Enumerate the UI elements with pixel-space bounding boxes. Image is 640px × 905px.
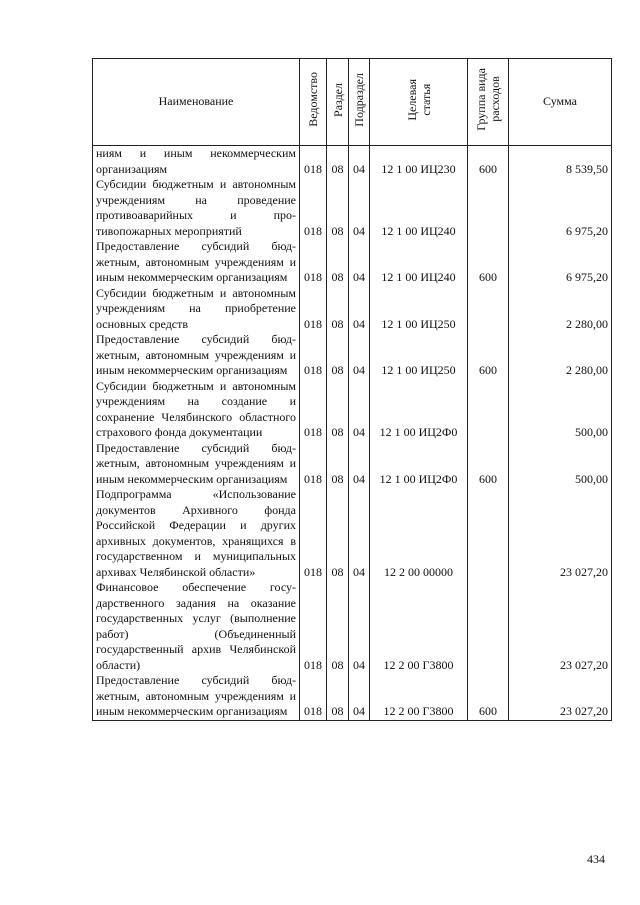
row-celevaya-statya: 12 1 00 ИЦ250 xyxy=(370,332,468,379)
row-celevaya-statya: 12 1 00 ИЦ240 xyxy=(370,177,468,239)
row-podrazdel: 04 xyxy=(349,332,370,379)
row-vedomstvo: 018 xyxy=(300,177,327,239)
row-razdel: 08 xyxy=(327,379,349,441)
row-razdel: 08 xyxy=(327,673,349,720)
row-celevaya-statya: 12 1 00 ИЦ2Ф0 xyxy=(370,441,468,488)
row-podrazdel: 04 xyxy=(349,239,370,286)
row-gruppa: 600 xyxy=(468,239,509,286)
row-name: Финансовое обеспечение государственного задания на оказание государственных услуг (выполнение работ) (Объединенный государственный архив Челябинской области) xyxy=(93,580,300,673)
row-name: Подпрограмма «Использование документов Архивного фонда Российской Федерации и других архивных документов, хранящихся в государственном и муниципальных архивах Челябинской области» xyxy=(93,487,300,580)
row-celevaya-statya: 12 1 00 ИЦ230 xyxy=(370,146,468,178)
table-row xyxy=(93,580,612,673)
row-razdel: 08 xyxy=(327,286,349,333)
row-podrazdel: 04 xyxy=(349,286,370,333)
row-podrazdel: 04 xyxy=(349,379,370,441)
row-gruppa: 600 xyxy=(468,332,509,379)
header-vedomstvo: Ведомство xyxy=(300,59,327,146)
header-row xyxy=(93,59,612,146)
row-name: Субсидии бюджетным и автономным учреждениям на приобретение основных средств xyxy=(93,286,300,333)
budget-table xyxy=(92,58,612,721)
row-summa: 23 027,20 xyxy=(509,487,612,580)
row-name: ниям и иным некоммерческим организациям xyxy=(93,146,300,178)
row-name: Субсидии бюджетным и автономным учреждениям на проведение противоаварийных и противопожарных мероприятий xyxy=(93,177,300,239)
row-summa: 6 975,20 xyxy=(509,177,612,239)
row-summa: 8 539,50 xyxy=(509,146,612,178)
row-summa: 23 027,20 xyxy=(509,673,612,720)
row-name: Предоставление субсидий бюджетным, автономным учреждениям и иным некоммерческим организациям xyxy=(93,673,300,720)
row-razdel: 08 xyxy=(327,239,349,286)
row-celevaya-statya: 12 1 00 ИЦ2Ф0 xyxy=(370,379,468,441)
table-row xyxy=(93,286,612,333)
row-vedomstvo: 018 xyxy=(300,146,327,178)
row-vedomstvo: 018 xyxy=(300,580,327,673)
table-row xyxy=(93,332,612,379)
row-summa: 2 280,00 xyxy=(509,286,612,333)
table-row xyxy=(93,673,612,720)
table-row xyxy=(93,146,612,178)
table-row xyxy=(93,379,612,441)
row-gruppa xyxy=(468,580,509,673)
row-podrazdel: 04 xyxy=(349,673,370,720)
row-celevaya-statya: 12 2 00 Г3800 xyxy=(370,580,468,673)
row-name: Субсидии бюджетным и автономным учреждениям на создание и сохранение Челябинского областного страхового фонда документации xyxy=(93,379,300,441)
header-podrazdel: Подраздел xyxy=(349,59,370,146)
row-summa: 2 280,00 xyxy=(509,332,612,379)
row-razdel: 08 xyxy=(327,441,349,488)
row-gruppa xyxy=(468,286,509,333)
row-celevaya-statya: 12 2 00 Г3800 xyxy=(370,673,468,720)
row-razdel: 08 xyxy=(327,146,349,178)
row-gruppa: 600 xyxy=(468,146,509,178)
row-vedomstvo: 018 xyxy=(300,673,327,720)
row-podrazdel: 04 xyxy=(349,441,370,488)
table-row xyxy=(93,441,612,488)
row-name: Предоставление субсидий бюджетным, автономным учреждениям и иным некоммерческим организациям xyxy=(93,239,300,286)
page-number: 434 xyxy=(587,852,605,866)
header-celevaya-statya: Целевая статья xyxy=(370,59,468,146)
row-vedomstvo: 018 xyxy=(300,286,327,333)
row-name: Предоставление субсидий бюджетным, автономным учреждениям и иным некоммерческим организациям xyxy=(93,332,300,379)
row-vedomstvo: 018 xyxy=(300,239,327,286)
row-vedomstvo: 018 xyxy=(300,332,327,379)
row-summa: 500,00 xyxy=(509,441,612,488)
row-podrazdel: 04 xyxy=(349,487,370,580)
row-podrazdel: 04 xyxy=(349,177,370,239)
table-row xyxy=(93,177,612,239)
row-gruppa: 600 xyxy=(468,673,509,720)
row-gruppa xyxy=(468,487,509,580)
header-summa: Сумма xyxy=(509,59,612,146)
row-celevaya-statya: 12 1 00 ИЦ240 xyxy=(370,239,468,286)
row-celevaya-statya: 12 1 00 ИЦ250 xyxy=(370,286,468,333)
row-gruppa: 600 xyxy=(468,441,509,488)
row-gruppa xyxy=(468,177,509,239)
table-row xyxy=(93,239,612,286)
table-row xyxy=(93,487,612,580)
row-razdel: 08 xyxy=(327,487,349,580)
header-name: Наименование xyxy=(93,59,300,146)
row-podrazdel: 04 xyxy=(349,146,370,178)
row-name: Предоставление субсидий бюджетным, автономным учреждениям и иным некоммерческим организациям xyxy=(93,441,300,488)
row-vedomstvo: 018 xyxy=(300,441,327,488)
header-gruppa-vida-rashodov: Группа вида расходов xyxy=(468,59,509,146)
row-summa: 500,00 xyxy=(509,379,612,441)
row-summa: 23 027,20 xyxy=(509,580,612,673)
row-summa: 6 975,20 xyxy=(509,239,612,286)
row-podrazdel: 04 xyxy=(349,580,370,673)
row-razdel: 08 xyxy=(327,177,349,239)
row-celevaya-statya: 12 2 00 00000 xyxy=(370,487,468,580)
header-razdel: Раздел xyxy=(327,59,349,146)
row-razdel: 08 xyxy=(327,580,349,673)
row-razdel: 08 xyxy=(327,332,349,379)
row-vedomstvo: 018 xyxy=(300,379,327,441)
row-vedomstvo: 018 xyxy=(300,487,327,580)
row-gruppa xyxy=(468,379,509,441)
